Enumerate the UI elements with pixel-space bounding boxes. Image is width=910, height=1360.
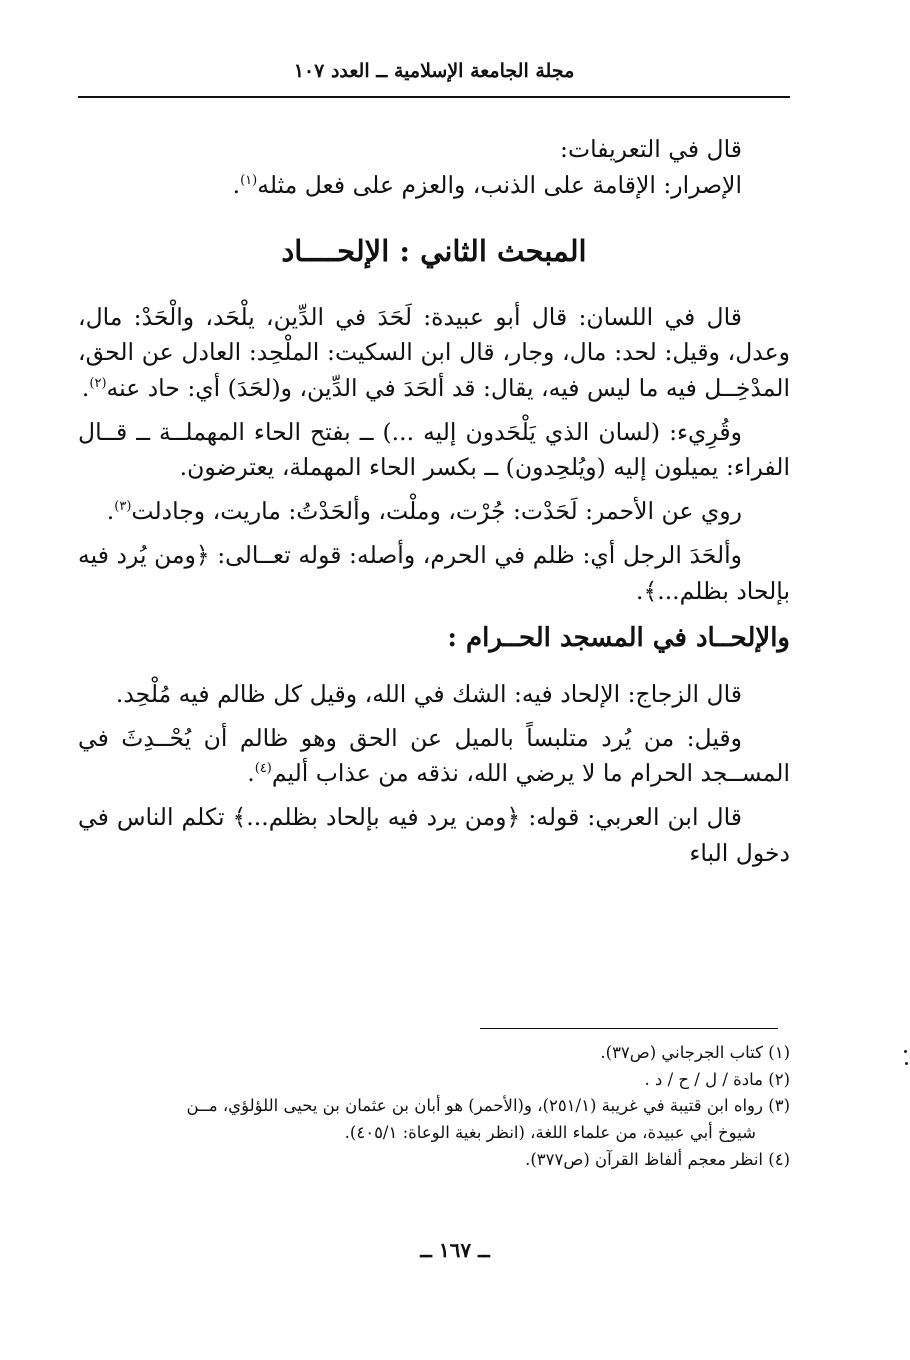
paragraph-lisan	[78, 300, 790, 407]
scan-speck	[905, 1062, 908, 1065]
definition-paragraph	[78, 168, 790, 204]
section-heading: المبحث الثاني : الإلحــــاد	[281, 234, 587, 269]
paragraph-ibn-arabi: قال ابن العربي: قوله: ﴿ومن يرد فيه بإلحاد بظلم...﴾ تكلم الناس في دخول الباء	[78, 802, 790, 867]
paragraph-lisan-text: قال في اللسان: قال أبو عبيدة: لَحَدَ في الدِّين، يلْحَد، والْحَدْ: مال، وعدل، وقيل: لحد: مال، وجار، قال ابن السكيت: الملْحِد: العادل عن الحق، المدْخِــل فيه ما ليس فيه، يقال: قد ألحَدَ في الدِّين، و(لحَدَ) أي: حاد عنه	[78, 302, 790, 402]
intro-line: قال في التعريفات:	[560, 135, 742, 163]
footnote-3: (٣) رواه ابن قتيبة في غريبة (٢٥١/١)، و(الأحمر) هو أبان بن عثمان بن يحيى اللؤلؤي، مــن	[186, 1096, 790, 1116]
paragraph-ahmar-text: روي عن الأحمر: لَحَدْت: جُرْت، وملْت، وألحَدْتُ: ماريت، وجادلت	[131, 497, 742, 526]
footnote-ref-1[interactable]: (١)	[240, 172, 258, 188]
paragraph-qila	[78, 721, 790, 792]
page-number: ــ ١٦٧ ــ	[420, 1238, 490, 1262]
body-text	[78, 132, 790, 879]
definition-text: الإصرار: الإقامة على الذنب، والعزم على فعل مثله	[257, 170, 742, 199]
running-header: مجلة الجامعة الإسلامية ــ العدد ١٠٧	[293, 60, 575, 82]
paragraph-lisan-end: .	[81, 373, 90, 402]
paragraph-qila-text: وقيل: من يُرد متلبساً بالميل عن الحق وهو ظالم أن يُحْــدِثَ في المســجد الحرام ما لا يرضي الله، نذقه من عذاب أليم	[78, 723, 790, 788]
footnote-ref-3[interactable]: (٣)	[114, 499, 132, 515]
paragraph-reading: وقُرِيء: (لسان الذي يَلْحَدون إليه ...) ــ بفتح الحاء المهملــة ــ قــال الفراء: يميلون إليه (ويُلحِدون) ــ بكسر الحاء المهملة، يعترضون.	[78, 417, 790, 482]
footnote-1: (١) كتاب الجرجاني (ص٣٧).	[600, 1043, 790, 1062]
footnote-2: (٢) مادة / ل / ح / د .	[644, 1069, 790, 1089]
paragraph-qila-end: .	[247, 759, 255, 788]
footnote-ref-4[interactable]: (٤)	[254, 761, 272, 777]
footnote-3-continuation: شيوخ أبي عبيدة، من علماء اللغة، (انظر بغية الوعاة: ٤٠٥/١).	[344, 1123, 756, 1143]
footnote-rule	[480, 1028, 778, 1029]
header-rule	[78, 96, 790, 98]
footnote-ref-2[interactable]: (٢)	[89, 376, 107, 392]
footnotes	[78, 1040, 790, 1174]
subheading-masjid: والإلحــاد في المسجد الحــرام :	[447, 623, 790, 654]
paragraph-haram: وألحَدَ الرجل أي: ظلم في الحرم، وأصله: قوله تعــالى: ﴿ومن يُرد فيه بإلحاد بظلم...﴾.	[78, 540, 790, 605]
paragraph-zajjaj: قال الزجاج: الإلحاد فيه: الشك في الله، وقيل كل ظالم فيه مُلْحِد.	[115, 679, 742, 708]
definition-end: .	[232, 170, 241, 199]
footnote-4: (٤) انظر معجم ألفاظ القرآن (ص٣٧٧).	[525, 1149, 790, 1169]
paragraph-ahmar	[78, 494, 790, 530]
paragraph-ahmar-end: .	[106, 497, 115, 526]
scan-speck	[904, 1050, 907, 1053]
